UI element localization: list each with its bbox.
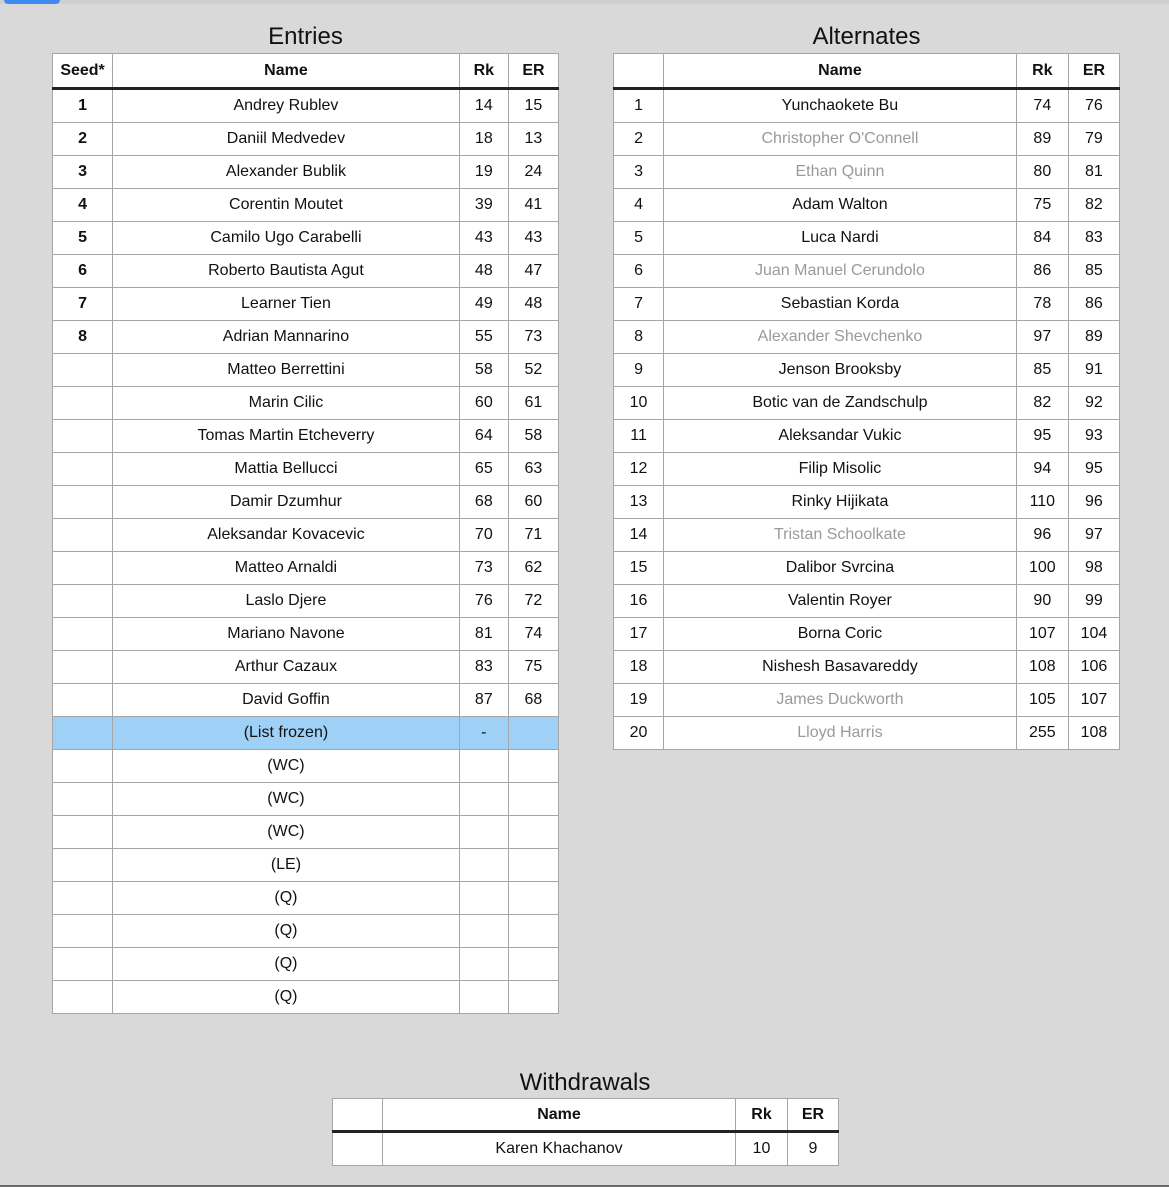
table-row[interactable] <box>53 189 559 222</box>
seed-cell[interactable]: 4 <box>53 189 113 222</box>
rank-cell[interactable] <box>459 981 508 1014</box>
rank-cell[interactable] <box>459 915 508 948</box>
player-name-cell[interactable]: (Q) <box>113 882 460 915</box>
table-row[interactable] <box>614 420 1120 453</box>
player-name-cell[interactable]: Andrey Rublev <box>113 89 460 123</box>
rank-cell[interactable]: 49 <box>459 288 508 321</box>
rank-cell[interactable]: 60 <box>459 387 508 420</box>
seed-cell[interactable] <box>53 684 113 717</box>
table-row[interactable] <box>614 684 1120 717</box>
rank-cell[interactable]: 68 <box>459 486 508 519</box>
withdrawals-title: Withdrawals <box>519 1069 651 1096</box>
rank-cell[interactable]: 78 <box>1016 288 1068 321</box>
rank-cell[interactable]: 48 <box>459 255 508 288</box>
table-row[interactable] <box>614 354 1120 387</box>
alternate-number-cell[interactable]: 8 <box>614 321 664 354</box>
player-name-cell[interactable]: Aleksandar Kovacevic <box>113 519 460 552</box>
entry-rank-cell[interactable]: 95 <box>1068 453 1119 486</box>
alternates-header-row <box>614 54 1120 89</box>
player-name-cell[interactable]: Christopher O'Connell <box>664 123 1017 156</box>
entry-rank-cell[interactable] <box>508 816 558 849</box>
rank-cell[interactable]: 43 <box>459 222 508 255</box>
entry-rank-cell[interactable]: 62 <box>508 552 558 585</box>
player-name-cell[interactable]: Ethan Quinn <box>664 156 1017 189</box>
alternate-number-cell[interactable]: 13 <box>614 486 664 519</box>
player-name-cell[interactable]: (WC) <box>113 783 460 816</box>
player-name-cell[interactable]: David Goffin <box>113 684 460 717</box>
rank-cell[interactable] <box>459 750 508 783</box>
entry-rank-cell[interactable]: 83 <box>1068 222 1119 255</box>
seed-cell[interactable]: 6 <box>53 255 113 288</box>
entry-rank-cell[interactable]: 76 <box>1068 89 1119 123</box>
entry-rank-cell[interactable]: 81 <box>1068 156 1119 189</box>
entry-rank-cell[interactable]: 72 <box>508 585 558 618</box>
player-name-cell[interactable]: Lloyd Harris <box>664 717 1017 750</box>
entry-rank-cell[interactable] <box>508 981 558 1014</box>
rank-cell[interactable]: 80 <box>1016 156 1068 189</box>
rank-cell[interactable]: 107 <box>1016 618 1068 651</box>
seed-cell[interactable]: 5 <box>53 222 113 255</box>
alternate-number-cell[interactable]: 11 <box>614 420 664 453</box>
table-row[interactable] <box>614 288 1120 321</box>
player-name-cell[interactable]: Alexander Bublik <box>113 156 460 189</box>
entry-rank-cell[interactable]: 75 <box>508 651 558 684</box>
entry-rank-cell[interactable]: 92 <box>1068 387 1119 420</box>
rank-cell[interactable] <box>459 816 508 849</box>
seed-cell[interactable] <box>53 915 113 948</box>
table-row[interactable] <box>53 948 559 981</box>
seed-cell[interactable]: 8 <box>53 321 113 354</box>
entry-rank-cell[interactable]: 107 <box>1068 684 1119 717</box>
rank-cell[interactable]: 18 <box>459 123 508 156</box>
alternate-number-cell[interactable]: 15 <box>614 552 664 585</box>
rank-cell[interactable]: 255 <box>1016 717 1068 750</box>
rank-cell[interactable]: 70 <box>459 519 508 552</box>
alternate-number-cell[interactable]: 17 <box>614 618 664 651</box>
name-column-header[interactable]: Name <box>383 1099 736 1132</box>
seed-cell[interactable] <box>53 750 113 783</box>
table-row[interactable] <box>614 189 1120 222</box>
player-name-cell[interactable]: Yunchaokete Bu <box>664 89 1017 123</box>
entry-rank-cell[interactable]: 99 <box>1068 585 1119 618</box>
player-name-cell[interactable]: Tomas Martin Etcheverry <box>113 420 460 453</box>
name-column-header[interactable]: Name <box>113 54 460 89</box>
entry-rank-cell[interactable]: 68 <box>508 684 558 717</box>
player-name-cell[interactable]: Mattia Bellucci <box>113 453 460 486</box>
table-row[interactable] <box>53 123 559 156</box>
rank-cell[interactable] <box>459 783 508 816</box>
table-row[interactable] <box>53 750 559 783</box>
table-row[interactable] <box>53 255 559 288</box>
alternate-number-cell[interactable]: 16 <box>614 585 664 618</box>
rank-cell[interactable]: 74 <box>1016 89 1068 123</box>
player-name-cell[interactable]: Matteo Berrettini <box>113 354 460 387</box>
alternate-number-cell[interactable]: 4 <box>614 189 664 222</box>
rank-column-header[interactable]: Rk <box>459 54 508 89</box>
entry-rank-cell[interactable]: 61 <box>508 387 558 420</box>
table-row[interactable] <box>614 255 1120 288</box>
rank-cell[interactable]: 82 <box>1016 387 1068 420</box>
table-row[interactable] <box>53 453 559 486</box>
rank-cell[interactable]: 81 <box>459 618 508 651</box>
name-column-header[interactable]: Name <box>664 54 1017 89</box>
seed-cell[interactable] <box>53 486 113 519</box>
entry-rank-cell[interactable]: 63 <box>508 453 558 486</box>
alternate-number-cell[interactable]: 3 <box>614 156 664 189</box>
entry-rank-cell[interactable] <box>508 948 558 981</box>
number-column-header[interactable] <box>614 54 664 89</box>
player-name-cell[interactable]: Dalibor Svrcina <box>664 552 1017 585</box>
rank-cell[interactable]: 97 <box>1016 321 1068 354</box>
seed-cell[interactable] <box>53 849 113 882</box>
entry-rank-column-header[interactable]: ER <box>1068 54 1119 89</box>
seed-cell[interactable] <box>53 981 113 1014</box>
player-name-cell[interactable]: Aleksandar Vukic <box>664 420 1017 453</box>
player-name-cell[interactable]: Filip Misolic <box>664 453 1017 486</box>
rank-cell[interactable]: 96 <box>1016 519 1068 552</box>
table-row[interactable] <box>53 783 559 816</box>
player-name-cell[interactable]: Sebastian Korda <box>664 288 1017 321</box>
seed-column-header[interactable]: Seed* <box>53 54 113 89</box>
entries-table <box>52 53 559 1014</box>
player-name-cell[interactable]: (Q) <box>113 948 460 981</box>
rank-cell[interactable]: 105 <box>1016 684 1068 717</box>
seed-cell[interactable] <box>53 816 113 849</box>
number-column-header[interactable] <box>333 1099 383 1132</box>
table-row[interactable] <box>53 585 559 618</box>
alternate-number-cell[interactable]: 20 <box>614 717 664 750</box>
alternate-number-cell[interactable]: 1 <box>614 89 664 123</box>
seed-cell[interactable] <box>53 882 113 915</box>
table-row[interactable] <box>53 387 559 420</box>
seed-cell[interactable] <box>53 552 113 585</box>
entry-rank-cell[interactable] <box>508 750 558 783</box>
table-row[interactable] <box>614 486 1120 519</box>
rank-cell[interactable]: 86 <box>1016 255 1068 288</box>
seed-cell[interactable] <box>53 651 113 684</box>
table-row[interactable] <box>614 387 1120 420</box>
seed-cell[interactable]: 1 <box>53 89 113 123</box>
player-name-cell[interactable]: (Q) <box>113 981 460 1014</box>
rank-column-header[interactable]: Rk <box>1016 54 1068 89</box>
rank-cell[interactable]: 75 <box>1016 189 1068 222</box>
seed-cell[interactable] <box>53 618 113 651</box>
table-row[interactable] <box>614 222 1120 255</box>
player-name-cell[interactable]: Tristan Schoolkate <box>664 519 1017 552</box>
table-row[interactable] <box>614 123 1120 156</box>
rank-cell[interactable]: 55 <box>459 321 508 354</box>
entry-rank-cell[interactable]: 86 <box>1068 288 1119 321</box>
alternate-number-cell[interactable]: 19 <box>614 684 664 717</box>
entry-rank-column-header[interactable]: ER <box>508 54 558 89</box>
table-row[interactable] <box>53 684 559 717</box>
player-name-cell[interactable]: Arthur Cazaux <box>113 651 460 684</box>
table-row[interactable] <box>614 519 1120 552</box>
player-name-cell[interactable]: Daniil Medvedev <box>113 123 460 156</box>
player-name-cell[interactable]: Laslo Djere <box>113 585 460 618</box>
player-name-cell[interactable]: Adrian Mannarino <box>113 321 460 354</box>
player-name-cell[interactable]: Jenson Brooksby <box>664 354 1017 387</box>
rank-cell[interactable]: 84 <box>1016 222 1068 255</box>
alternate-number-cell[interactable]: 10 <box>614 387 664 420</box>
rank-cell[interactable]: 110 <box>1016 486 1068 519</box>
player-name-cell[interactable]: Roberto Bautista Agut <box>113 255 460 288</box>
entry-rank-cell[interactable]: 60 <box>508 486 558 519</box>
player-name-cell[interactable]: Damir Dzumhur <box>113 486 460 519</box>
entry-rank-cell[interactable]: 108 <box>1068 717 1119 750</box>
alternate-number-cell[interactable]: 12 <box>614 453 664 486</box>
entry-rank-cell[interactable] <box>508 849 558 882</box>
player-name-cell[interactable]: (List frozen) <box>113 717 460 750</box>
alternates-table <box>613 53 1120 750</box>
player-name-cell[interactable]: Alexander Shevchenko <box>664 321 1017 354</box>
player-name-cell[interactable]: (Q) <box>113 915 460 948</box>
alternate-number-cell[interactable]: 18 <box>614 651 664 684</box>
table-row[interactable] <box>53 288 559 321</box>
player-name-cell[interactable]: Valentin Royer <box>664 585 1017 618</box>
player-name-cell[interactable]: Botic van de Zandschulp <box>664 387 1017 420</box>
rank-cell[interactable]: 94 <box>1016 453 1068 486</box>
rank-cell[interactable]: 95 <box>1016 420 1068 453</box>
seed-cell[interactable] <box>53 387 113 420</box>
rank-cell[interactable]: 14 <box>459 89 508 123</box>
table-row[interactable] <box>53 552 559 585</box>
rank-cell[interactable]: 90 <box>1016 585 1068 618</box>
entry-rank-cell[interactable]: 98 <box>1068 552 1119 585</box>
entry-rank-cell[interactable]: 79 <box>1068 123 1119 156</box>
table-row[interactable] <box>53 915 559 948</box>
seed-cell[interactable] <box>53 783 113 816</box>
player-name-cell[interactable]: Karen Khachanov <box>383 1132 736 1166</box>
rank-cell[interactable]: 73 <box>459 552 508 585</box>
table-row[interactable] <box>53 222 559 255</box>
seed-cell[interactable] <box>53 948 113 981</box>
entry-rank-cell[interactable]: 106 <box>1068 651 1119 684</box>
entry-rank-cell[interactable]: 58 <box>508 420 558 453</box>
entry-rank-cell[interactable]: 93 <box>1068 420 1119 453</box>
withdrawals-table <box>332 1098 839 1166</box>
rank-column-header[interactable]: Rk <box>736 1099 788 1132</box>
player-name-cell[interactable]: Nishesh Basavareddy <box>664 651 1017 684</box>
rank-cell[interactable]: 58 <box>459 354 508 387</box>
table-row[interactable] <box>614 321 1120 354</box>
player-name-cell[interactable]: Adam Walton <box>664 189 1017 222</box>
rank-cell[interactable]: 64 <box>459 420 508 453</box>
table-row[interactable] <box>333 1132 839 1166</box>
player-name-cell[interactable]: (WC) <box>113 816 460 849</box>
table-row[interactable] <box>614 618 1120 651</box>
withdrawal-number-cell[interactable] <box>333 1132 383 1166</box>
list-frozen-row[interactable] <box>53 717 559 750</box>
player-name-cell[interactable]: Corentin Moutet <box>113 189 460 222</box>
player-name-cell[interactable]: James Duckworth <box>664 684 1017 717</box>
entry-rank-cell[interactable]: 74 <box>508 618 558 651</box>
entry-rank-cell[interactable]: 104 <box>1068 618 1119 651</box>
table-row[interactable] <box>614 552 1120 585</box>
rank-cell[interactable]: 89 <box>1016 123 1068 156</box>
alternate-number-cell[interactable]: 9 <box>614 354 664 387</box>
entry-rank-cell[interactable]: 9 <box>788 1132 839 1166</box>
rank-cell[interactable]: 65 <box>459 453 508 486</box>
entry-rank-cell[interactable]: 15 <box>508 89 558 123</box>
alternate-number-cell[interactable]: 5 <box>614 222 664 255</box>
rank-cell[interactable]: 85 <box>1016 354 1068 387</box>
rank-cell[interactable] <box>459 849 508 882</box>
table-row[interactable] <box>53 618 559 651</box>
rank-cell[interactable]: 19 <box>459 156 508 189</box>
entry-rank-cell[interactable]: 85 <box>1068 255 1119 288</box>
entry-rank-cell[interactable] <box>508 882 558 915</box>
seed-cell[interactable]: 7 <box>53 288 113 321</box>
entry-rank-cell[interactable]: 91 <box>1068 354 1119 387</box>
player-name-cell[interactable]: Camilo Ugo Carabelli <box>113 222 460 255</box>
table-row[interactable] <box>53 882 559 915</box>
entries-header-row <box>53 54 559 89</box>
entry-rank-cell[interactable]: 43 <box>508 222 558 255</box>
player-name-cell[interactable]: Luca Nardi <box>664 222 1017 255</box>
table-row[interactable] <box>53 816 559 849</box>
table-row[interactable] <box>614 585 1120 618</box>
player-name-cell[interactable]: Borna Coric <box>664 618 1017 651</box>
entry-rank-cell[interactable]: 71 <box>508 519 558 552</box>
seed-cell[interactable] <box>53 585 113 618</box>
top-bar <box>0 0 1169 4</box>
alternate-number-cell[interactable]: 6 <box>614 255 664 288</box>
table-row[interactable] <box>614 156 1120 189</box>
player-name-cell[interactable]: Matteo Arnaldi <box>113 552 460 585</box>
rank-cell[interactable]: 108 <box>1016 651 1068 684</box>
table-row[interactable] <box>53 156 559 189</box>
table-row[interactable] <box>53 849 559 882</box>
table-row[interactable] <box>614 89 1120 123</box>
table-row[interactable] <box>614 717 1120 750</box>
table-row[interactable] <box>53 420 559 453</box>
entry-rank-cell[interactable]: 41 <box>508 189 558 222</box>
player-name-cell[interactable]: Rinky Hijikata <box>664 486 1017 519</box>
rank-cell[interactable]: 83 <box>459 651 508 684</box>
rank-cell[interactable]: 39 <box>459 189 508 222</box>
player-name-cell[interactable]: Learner Tien <box>113 288 460 321</box>
table-row[interactable] <box>614 651 1120 684</box>
table-row[interactable] <box>614 453 1120 486</box>
table-row[interactable] <box>53 651 559 684</box>
rank-cell[interactable]: 100 <box>1016 552 1068 585</box>
entry-rank-cell[interactable]: 47 <box>508 255 558 288</box>
entry-rank-cell[interactable] <box>508 915 558 948</box>
player-name-cell[interactable]: (LE) <box>113 849 460 882</box>
seed-cell[interactable] <box>53 420 113 453</box>
rank-cell[interactable]: 10 <box>736 1132 788 1166</box>
rank-cell[interactable]: 76 <box>459 585 508 618</box>
player-name-cell[interactable]: Marin Cilic <box>113 387 460 420</box>
entry-rank-cell[interactable]: 97 <box>1068 519 1119 552</box>
entry-rank-cell[interactable]: 52 <box>508 354 558 387</box>
alternates-title: Alternates <box>812 23 921 50</box>
rank-cell[interactable]: 87 <box>459 684 508 717</box>
table-row[interactable] <box>53 486 559 519</box>
alternate-number-cell[interactable]: 7 <box>614 288 664 321</box>
seed-cell[interactable] <box>53 453 113 486</box>
rank-cell[interactable]: - <box>459 717 508 750</box>
alternate-number-cell[interactable]: 14 <box>614 519 664 552</box>
entry-rank-cell[interactable]: 13 <box>508 123 558 156</box>
player-name-cell[interactable]: (WC) <box>113 750 460 783</box>
entry-rank-cell[interactable]: 48 <box>508 288 558 321</box>
entry-rank-cell[interactable]: 24 <box>508 156 558 189</box>
seed-cell[interactable]: 3 <box>53 156 113 189</box>
withdrawals-header-row <box>333 1099 839 1132</box>
entry-rank-cell[interactable]: 82 <box>1068 189 1119 222</box>
seed-cell[interactable] <box>53 717 113 750</box>
seed-cell[interactable] <box>53 354 113 387</box>
entry-rank-cell[interactable]: 89 <box>1068 321 1119 354</box>
entry-rank-cell[interactable] <box>508 783 558 816</box>
entries-title: Entries <box>268 23 343 50</box>
entry-rank-column-header[interactable]: ER <box>788 1099 839 1132</box>
table-row[interactable] <box>53 519 559 552</box>
table-row[interactable] <box>53 321 559 354</box>
entry-rank-cell[interactable]: 73 <box>508 321 558 354</box>
corner-tab-button[interactable] <box>4 0 60 4</box>
rank-cell[interactable] <box>459 948 508 981</box>
entry-rank-cell[interactable]: 96 <box>1068 486 1119 519</box>
player-name-cell[interactable]: Juan Manuel Cerundolo <box>664 255 1017 288</box>
player-name-cell[interactable]: Mariano Navone <box>113 618 460 651</box>
seed-cell[interactable]: 2 <box>53 123 113 156</box>
table-row[interactable] <box>53 89 559 123</box>
table-row[interactable] <box>53 981 559 1014</box>
entry-rank-cell[interactable] <box>508 717 558 750</box>
alternate-number-cell[interactable]: 2 <box>614 123 664 156</box>
rank-cell[interactable] <box>459 882 508 915</box>
seed-cell[interactable] <box>53 519 113 552</box>
table-row[interactable] <box>53 354 559 387</box>
